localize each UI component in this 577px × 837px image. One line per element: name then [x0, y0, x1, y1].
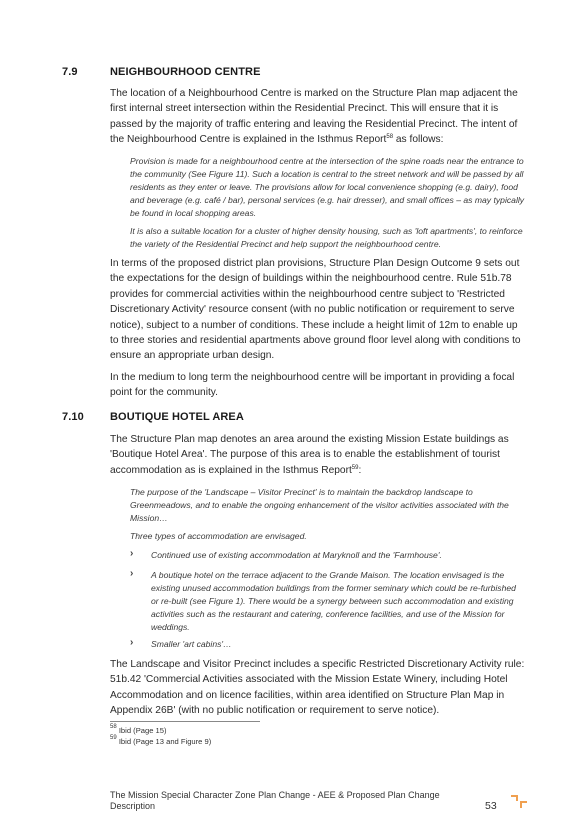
footer-title	[110, 790, 470, 812]
paragraph-text: as follows:	[393, 134, 444, 146]
footnote-ref-58[interactable]: 58	[386, 134, 394, 141]
footnote-text: Ibid (Page 13 and Figure 9)	[118, 737, 212, 746]
paragraph-neighbourhood-intro	[110, 86, 528, 148]
footnote-58	[110, 726, 167, 735]
section-heading-7-9	[62, 66, 261, 78]
section-number: 7.9	[62, 66, 78, 78]
section-title: NEIGHBOURHOOD CENTRE	[110, 66, 261, 78]
paragraph-text: The location of a Neighbourhood Centre is marked on the Structure Plan map adjacent the first internal street intersection within the Residential Precinct. This will ensure that it is passed by the majority of traffic entering and leaving the Residential Precinct. The intent of the Neighbourhood Centre is explained in the Isthmus Report	[110, 88, 518, 146]
section-title: BOUTIQUE HOTEL AREA	[110, 411, 244, 423]
quote-neighbourhood-density: It is also a suitable location for a cluster of higher density housing, such as 'loft apartments', to reinforce the variety of the Residential Precinct and help support the neighbourhood centre.	[130, 226, 523, 249]
paragraph-focal-point: In the medium to long term the neighbourhood centre will be important in providing a focal point for the community.	[110, 372, 515, 399]
paragraph-hotel-intro	[110, 432, 528, 478]
footnote-divider	[110, 721, 260, 722]
footer-line-2: Description	[110, 801, 156, 811]
chevron-right-icon: ›	[130, 548, 134, 559]
quote-landscape-purpose: The purpose of the 'Landscape – Visitor Precinct' is to maintain the backdrop landscape to Greenmeadows, and to enable the ongoing enhancement of the visitor activities associated with the Mission…	[130, 487, 509, 523]
page-number: 53	[485, 800, 497, 812]
footer-line-1: The Mission Special Character Zone Plan Change - AEE & Proposed Plan Change	[110, 790, 440, 800]
chevron-right-icon: ›	[130, 637, 134, 648]
footnote-number: 58	[110, 724, 117, 730]
corner-bracket-logo-icon	[509, 790, 531, 812]
paragraph-district-plan: In terms of the proposed district plan provisions, Structure Plan Design Outcome 9 sets out the expectations for the design of buildings within the neighbourhood centre. Rule 51b.78 provides for commercial activities within the neighbourhood centre subject to 'Restricted Discretionary Activity' resource consent (with no public notification or requirement to serve notice), subject to a number of conditions. These include a height limit of 12m to enable up to three stories and residential apartments above ground floor level along with conditions to ensure an appropriate urban design.	[110, 258, 521, 362]
footnote-number: 59	[110, 735, 117, 741]
section-number: 7.10	[62, 411, 84, 423]
quote-accommodation-types: Three types of accommodation are envisaged.	[130, 531, 307, 541]
footnote-ref-59[interactable]: 59	[351, 464, 359, 471]
paragraph-visitor-precinct: The Landscape and Visitor Precinct includes a specific Restricted Discretionary Activity rule: 51b.42 'Commercial Activities associated with the Mission Estate Winery, including Hotel Accommodation and on licence facilities, within area identified on Structure Plan Map in Appendix 26B' (with no public notification or requirement to serve notice).	[110, 659, 525, 717]
footnote-59	[110, 737, 211, 746]
quote-neighbourhood-provision: Provision is made for a neighbourhood centre at the intersection of the spine roads near the entrance to the community (See Figure 11). Such a location is central to the street network and will be passed by all residents as they enter or leave. The provisions allow for local convenience shopping (e.g. dairy), food and beverage (e.g. café / bar), personal services (e.g. hair dresser), and small offices – as may typically be found in local shopping areas.	[130, 156, 525, 218]
chevron-right-icon: ›	[130, 568, 134, 579]
list-item-text: Smaller 'art cabins'…	[151, 639, 232, 649]
paragraph-text: :	[358, 464, 362, 476]
section-heading-7-10	[62, 411, 244, 423]
footnote-text: Ibid (Page 15)	[118, 726, 167, 735]
list-item-text: Continued use of existing accommodation at Maryknoll and the 'Farmhouse'.	[151, 550, 442, 560]
list-item-text: A boutique hotel on the terrace adjacent to the Grande Maison. The location envisaged is the existing unused accommodation buildings from the former seminary which could be re-furbished or re-built (see Figure 1). There would be a synergy between such accommodation and existing activities such as the restaurant and catering, conference facilities, and use of the Mission for weddings.	[151, 570, 516, 632]
paragraph-text: The Structure Plan map denotes an area around the existing Mission Estate buildings as 'Boutique Hotel Area'. The purpose of this area is to enable the establishment of tourist accommodation as is explained in the Isthmus Report	[110, 434, 509, 476]
